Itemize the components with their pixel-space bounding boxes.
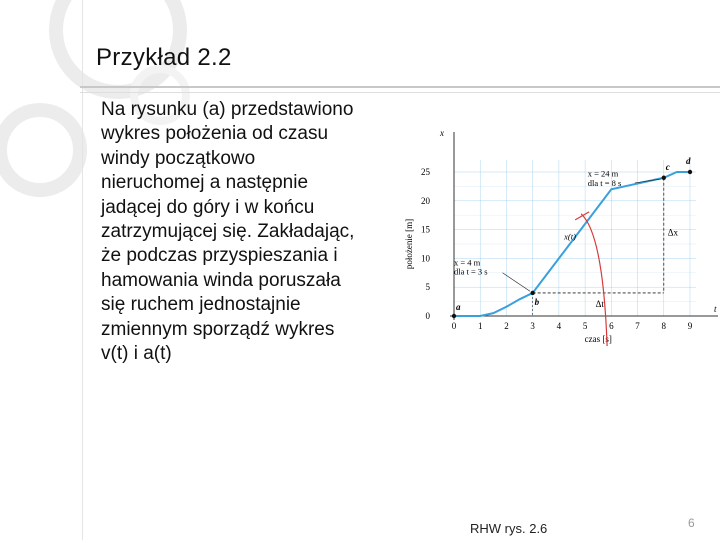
x-axis-title: czas [s] [584,334,612,344]
annotation-b-line1: x = 4 m [454,257,481,268]
annotation-xt: x(t) [564,231,576,242]
x-tick-label: 8 [661,321,667,331]
annotation-c-line2: dla t = 8 s [587,177,622,188]
y-tick-label: 15 [421,224,430,235]
x-tick-label: 1 [477,321,483,331]
y-axis-letter: x [440,128,444,138]
x-tick-label: 5 [582,321,588,331]
y-tick-label: 10 [421,253,430,264]
annotation-delta-x: Δx [667,227,679,238]
point-label: a [456,302,461,312]
point-marker [688,170,692,174]
page-number: 6 [688,516,695,530]
slide-title: Przykład 2.2 [96,44,232,71]
y-tick-label: 20 [421,195,430,206]
margin-line [82,0,83,540]
point-label: c [665,161,670,172]
annotation-c-line1: x = 24 m [587,168,619,179]
point-marker [662,176,666,180]
position-time-chart [396,128,720,348]
x-tick-label: 7 [635,321,640,331]
y-tick-label: 25 [421,167,430,177]
y-tick-label: 5 [425,282,430,293]
slide-body-text: Na rysunku (a) przedstawiono wykres położenia od czasu windy początkowo nieruchomej a następnie jadącej do góry i w końcu zatrzymującej się. Zakładając, że podczas przyspieszania i hamowania winda poruszała się ruchem jednostajnie zmiennym sporządź wykres v(t) i a(t) [101,99,355,365]
point-marker [530,291,534,295]
point-label: d [686,156,691,166]
x-tick-label: 9 [687,321,693,331]
title-rule [80,86,720,88]
annotation-delta-t: Δt [595,298,604,309]
annotation-b-line2: dla t = 3 s [454,266,488,277]
annotation-c-leader [635,179,661,183]
x-tick-label: 4 [556,321,562,331]
x-tick-label: 6 [609,321,614,331]
x-axis-letter: t [714,304,717,314]
point-marker [452,314,456,318]
tangent-arrowhead [575,212,589,220]
y-tick-label: 0 [425,311,430,321]
x-tick-label: 2 [504,321,509,331]
x-tick-label: 0 [451,321,457,331]
title-rule-thin [80,92,720,93]
x-tick-label: 3 [530,321,535,331]
point-label: b [534,296,540,307]
y-axis-title: położenie [m] [404,218,414,270]
figure-caption: RHW rys. 2.6 [470,521,548,536]
